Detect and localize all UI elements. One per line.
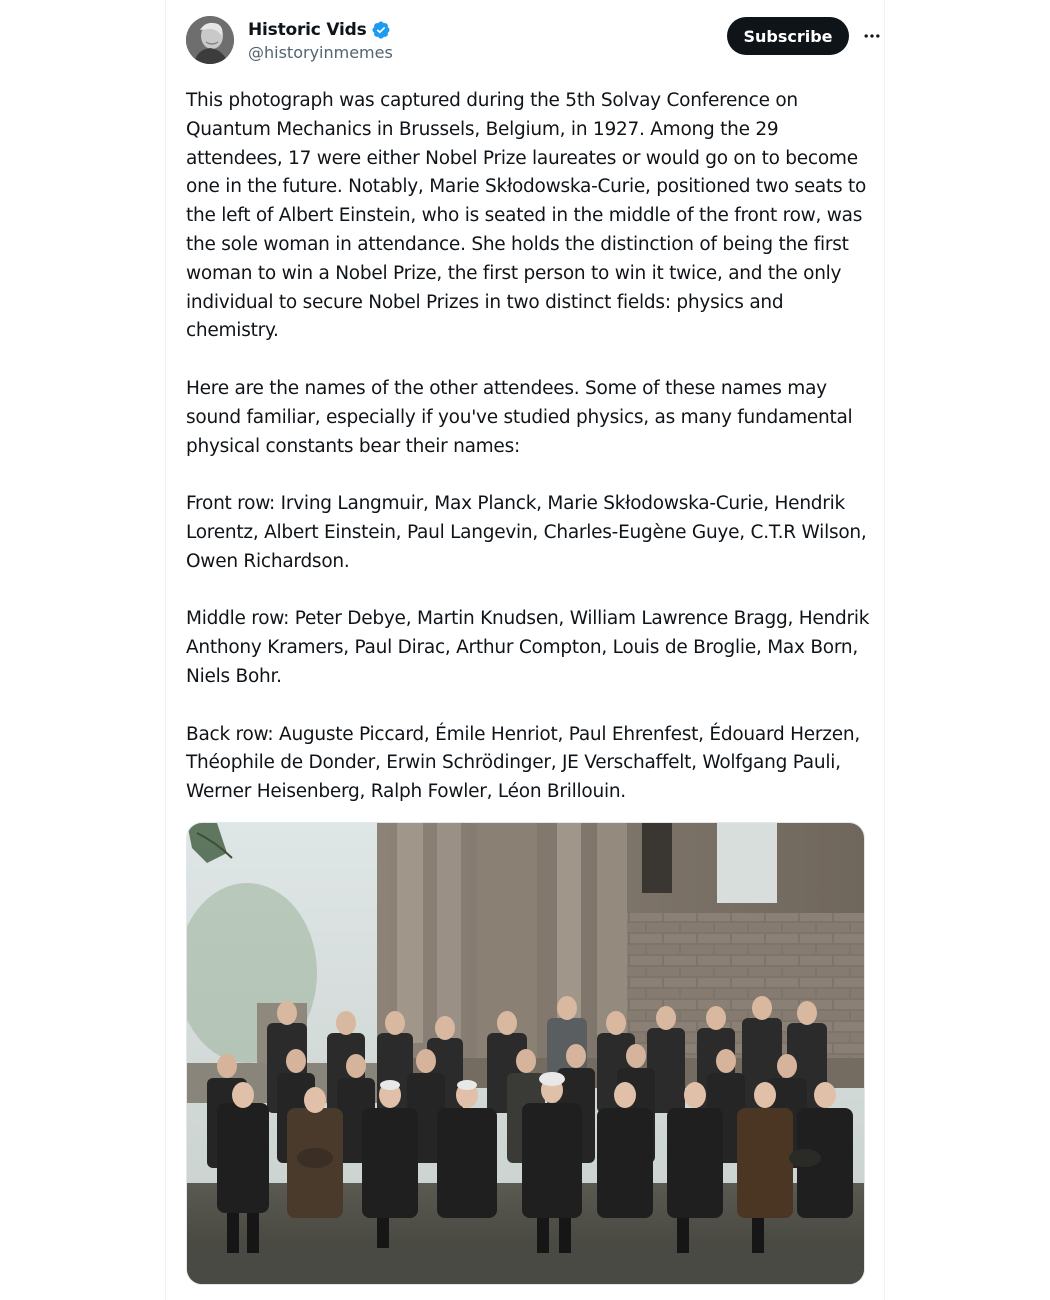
more-dots-icon (862, 26, 882, 46)
tweet-paragraph: Front row: Irving Langmuir, Max Planck, Marie Skłodowska-Curie, Hendrik Lorentz, Albert Einstein, Paul Langevin, Charles-Eugène Guye, C.T.R Wilson, Owen Richardson. (186, 493, 867, 572)
author-handle[interactable]: @historyinmemes (248, 43, 393, 62)
avatar-portrait-icon (186, 16, 234, 64)
conference-photo-image (187, 823, 865, 1285)
verified-badge-icon[interactable] (371, 20, 391, 40)
avatar[interactable] (186, 16, 234, 64)
display-name-row (248, 18, 393, 42)
subscribe-button[interactable]: Subscribe (727, 17, 849, 55)
display-name[interactable]: Historic Vids (248, 20, 367, 40)
more-options-button[interactable] (858, 22, 886, 50)
tweet-paragraph: This photograph was captured during the 5th Solvay Conference on Quantum Mechanics in Brussels, Belgium, in 1927. Among the 29 attendees, 17 were either Nobel Prize laureates or would go on to become one in the future. Notably, Marie Skłodowska-Curie, positioned two seats to the left of Albert Einstein, who is seated in the middle of the front row, was the sole woman in attendance. She holds the distinction of being the first woman to win a Nobel Prize, the first person to win it twice, and the only individual to secure Nobel Prizes in two distinct fields: physics and chemistry. (186, 90, 867, 342)
tweet-paragraph: Middle row: Peter Debye, Martin Knudsen, William Lawrence Bragg, Hendrik Anthony Kramers, Paul Dirac, Arthur Compton, Louis de Broglie, Max Born, Niels Bohr. (186, 608, 870, 687)
tweet-header (186, 16, 866, 66)
tweet-paragraph: Back row: Auguste Piccard, Émile Henriot, Paul Ehrenfest, Édouard Herzen, Théophile de Donder, Erwin Schrödinger, JE Verschaffelt, Wolfgang Pauli, Werner Heisenberg, Ralph Fowler, Léon Brillouin. (186, 723, 860, 803)
author-info (248, 18, 393, 62)
tweet-body (186, 87, 876, 807)
tweet-card (165, 0, 885, 1300)
tweet-paragraph: Here are the names of the other attendees. Some of these names may sound familiar, especially if you've studied physics, as many fundamental physical constants bear their names: (186, 377, 853, 457)
tweet-photo[interactable] (186, 822, 865, 1285)
